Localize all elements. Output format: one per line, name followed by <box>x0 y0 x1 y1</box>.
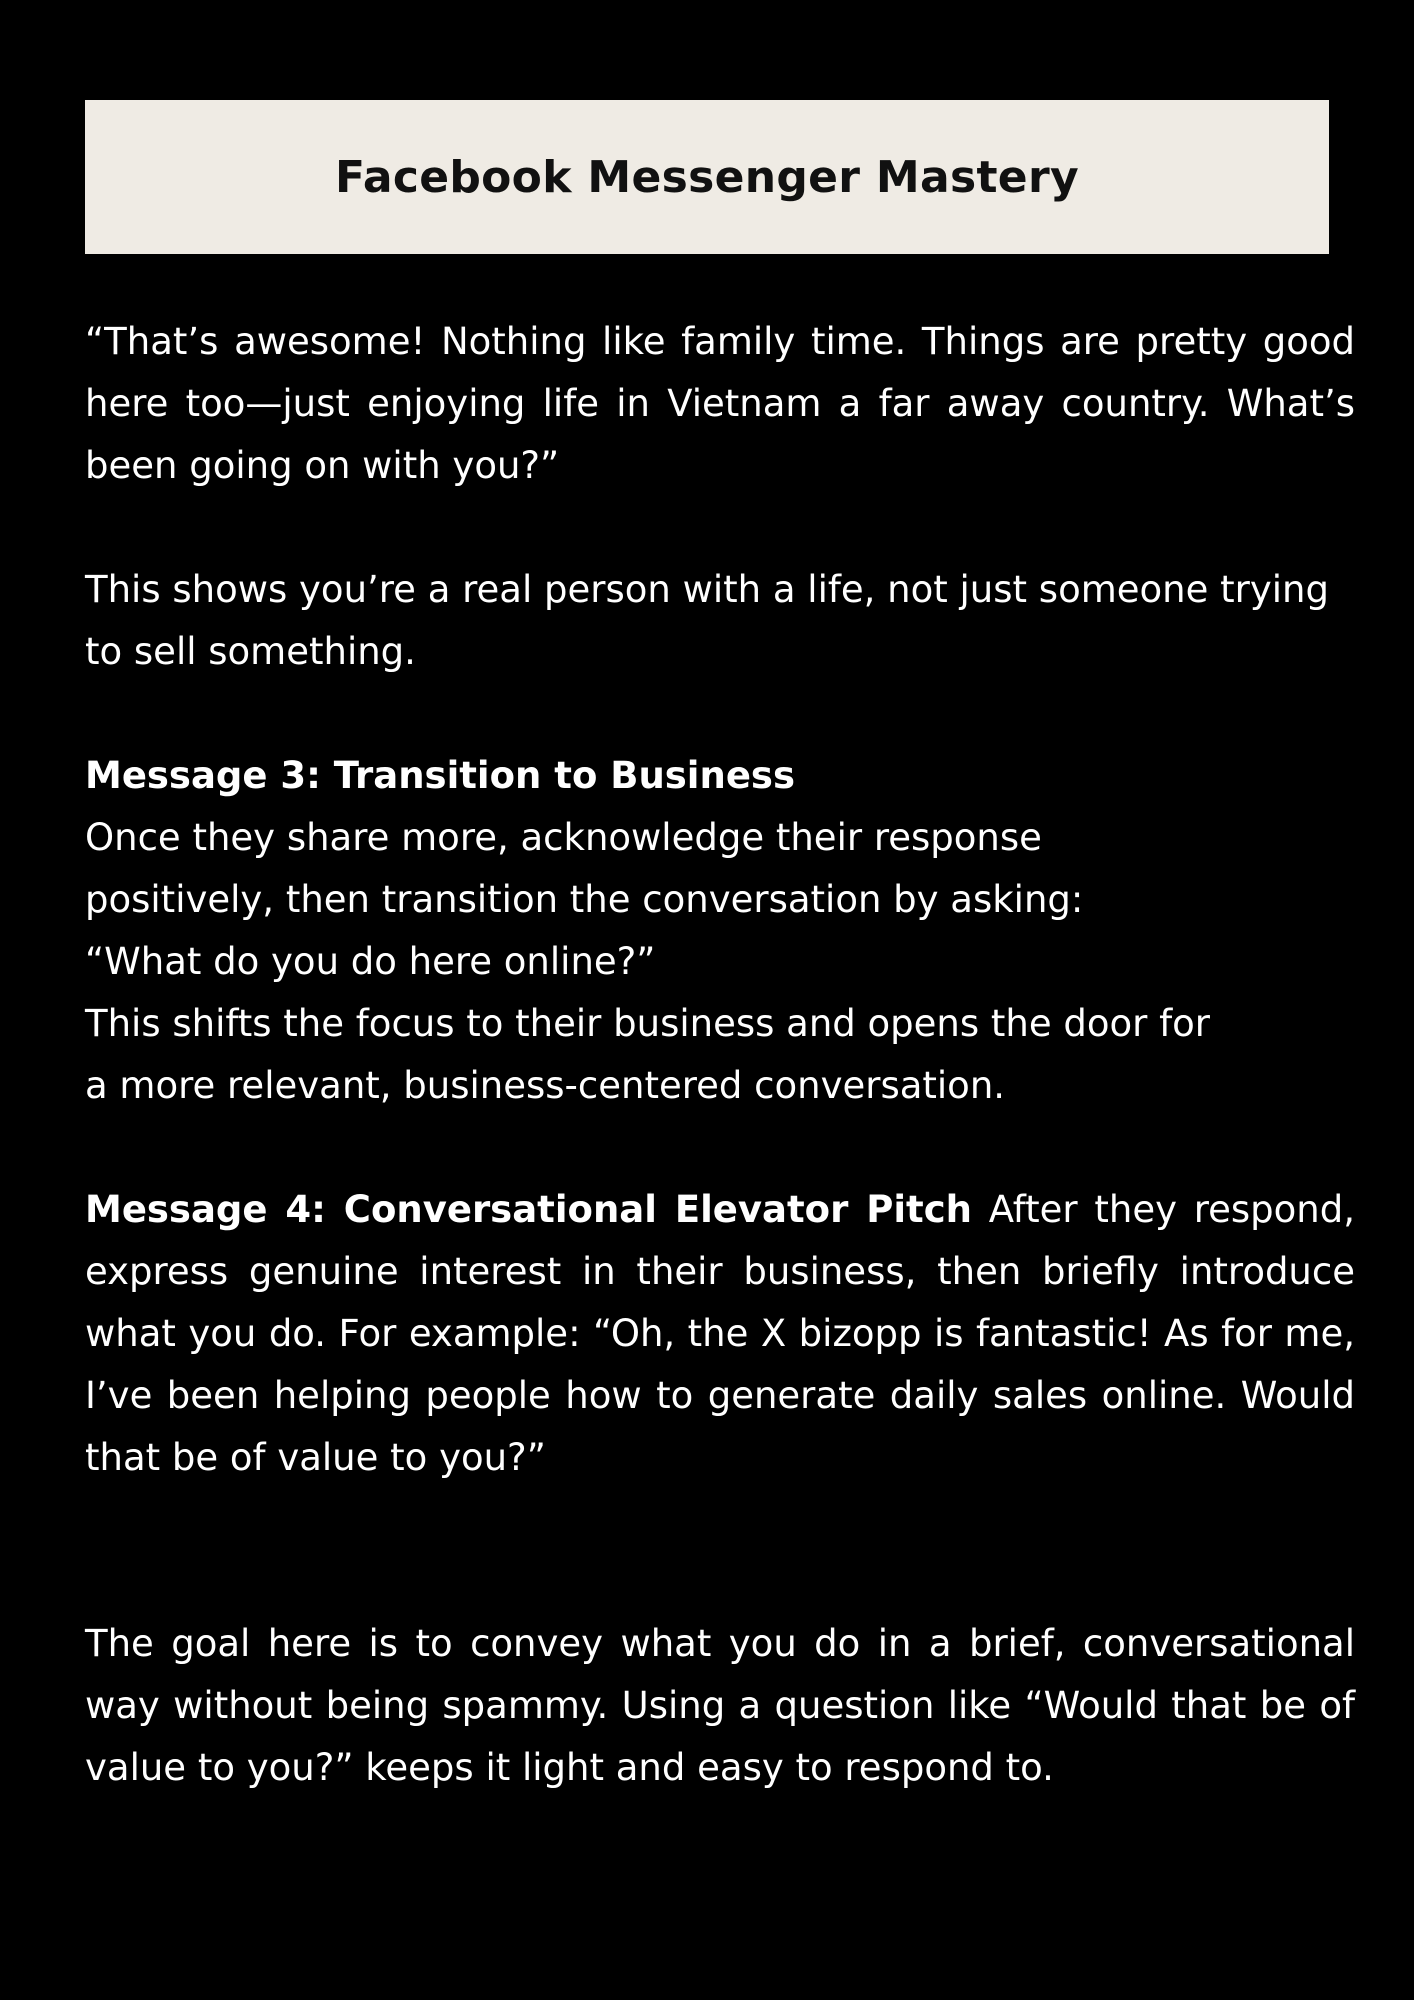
message-3-line: positively, then transition the conversation by asking: <box>85 878 1084 921</box>
goal-paragraph: The goal here is to convey what you do in a brief, conversational way without being spammy. Using a question like “Would that be of value to you?” keeps it light and easy to respond to. <box>85 1622 1355 1789</box>
message-4-heading: Message 4: Conversational Elevator Pitch <box>85 1188 972 1231</box>
message-3-section <box>85 745 1355 1117</box>
page-title: Facebook Messenger Mastery <box>335 151 1079 203</box>
message-3-line: This shifts the focus to their business and opens the door for <box>85 1002 1211 1045</box>
message-3-line: a more relevant, business-centered conversation. <box>85 1064 1006 1107</box>
spacer <box>85 1117 1355 1179</box>
message-3-line: Once they share more, acknowledge their response <box>85 816 1042 859</box>
message-4-paragraph <box>85 1179 1355 1489</box>
message-4-body: After they respond, express genuine interest in their business, then briefly introduce what you do. For example: “Oh, the X bizopp is fantastic! As for me, I’ve been helping people how to generate daily sales online. Would that be of value to you?” <box>85 1188 1355 1479</box>
explanation-paragraph: This shows you’re a real person with a life, not just someone trying to sell something. <box>85 568 1329 673</box>
quote-paragraph: “That’s awesome! Nothing like family time. Things are pretty good here too—just enjoying life in Vietnam a far away country. What’s been going on with you?” <box>85 320 1355 487</box>
title-banner <box>85 100 1329 254</box>
spacer <box>85 497 1355 559</box>
spacer <box>85 683 1355 745</box>
document-body <box>85 311 1355 1799</box>
spacer <box>85 1489 1355 1613</box>
message-3-heading: Message 3: Transition to Business <box>85 754 795 797</box>
message-3-line: “What do you do here online?” <box>85 940 656 983</box>
